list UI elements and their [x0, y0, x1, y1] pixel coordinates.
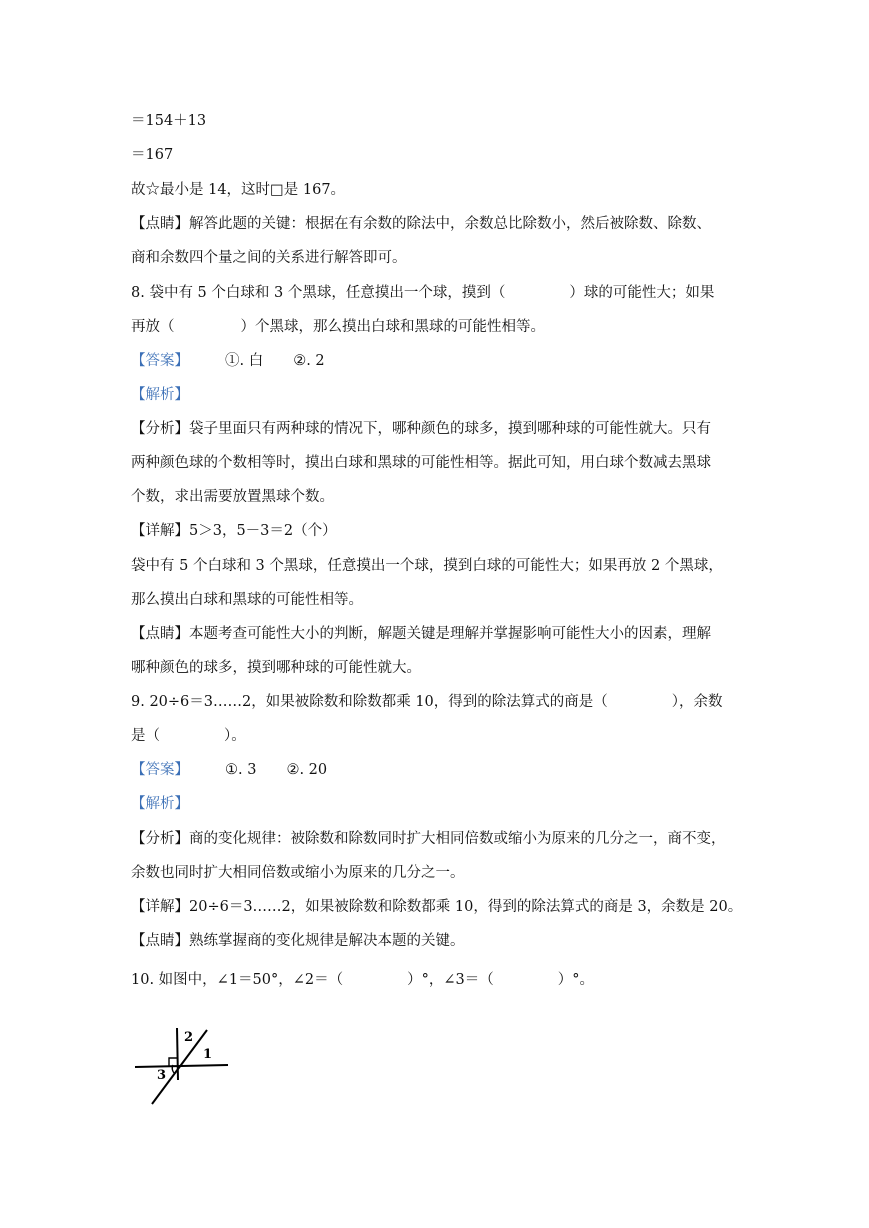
dianjing-line: 商和余数四个量之间的关系进行解答即可。	[131, 250, 407, 266]
xiangjie-line: 【详解】20÷6＝3……2，如果被除数和除数都乘 10，得到的除法算式的商是 3，余数是 20。	[131, 899, 743, 915]
question-8-line-1	[131, 283, 741, 303]
answer-line	[131, 351, 741, 371]
fenxi-line: 余数也同时扩大相同倍数或缩小为原来的几分之一。	[131, 865, 465, 881]
question-10-line	[131, 970, 741, 990]
fenxi-line: 个数，求出需要放置黑球个数。	[131, 489, 334, 505]
dianjing-line: 【点睛】解答此题的关键：根据在有余数的除法中，余数总比除数小，然后被除数、除数、	[131, 216, 711, 232]
equation-line: ＝154＋13	[131, 113, 207, 129]
fenxi-line: 【分析】袋子里面只有两种球的情况下，哪种颜色的球多，摸到哪种球的可能性就大。只有	[131, 421, 711, 437]
fenxi-line: 【分析】商的变化规律：被除数和除数同时扩大相同倍数或缩小为原来的几分之一，商不变，	[131, 831, 726, 847]
dianjing-line: 【点睛】本题考查可能性大小的判断，解题关键是理解并掌握影响可能性大小的因素，理解	[131, 626, 711, 642]
fenxi-line: 两种颜色球的个数相等时，摸出白球和黑球的可能性相等。据此可知，用白球个数减去黑球	[131, 455, 711, 471]
question-text: ）个黑球，那么摸出白球和黑球的可能性相等。	[240, 319, 545, 335]
answer-tag: 【答案】	[131, 762, 189, 778]
xiangjie-line: 【详解】5＞3，5－3＝2（个）	[131, 523, 337, 539]
analysis-tag: 【解析】	[131, 796, 189, 812]
angle-2-label: 2	[184, 1030, 194, 1045]
angle-diagram	[131, 1022, 231, 1106]
question-8-line-2	[131, 317, 741, 337]
question-text: ）。	[224, 728, 246, 744]
analysis-tag: 【解析】	[131, 387, 189, 403]
question-text: ）°。	[557, 972, 594, 988]
question-text: ）球的可能性大；如果	[569, 285, 715, 301]
question-text: 再放（	[131, 319, 175, 335]
dianjing-line: 哪种颜色的球多，摸到哪种球的可能性就大。	[131, 660, 421, 676]
answer-tag: 【答案】	[131, 353, 189, 369]
question-text: 10. 如图中，∠1＝50°，∠2＝（	[131, 972, 344, 988]
dianjing-line: 【点睛】熟练掌握商的变化规律是解决本题的关键。	[131, 933, 465, 949]
question-9-line-1	[131, 692, 741, 712]
answer-value: ②. 20	[286, 762, 328, 778]
angle-figure	[131, 1022, 231, 1106]
xiangjie-line: 袋中有 5 个白球和 3 个黑球，任意摸出一个球，摸到白球的可能性大；如果再放 2 个黑球，	[131, 558, 723, 574]
answer-value: ①. 白	[225, 353, 264, 369]
answer-value: ②. 2	[293, 353, 325, 369]
question-text: ），余数	[671, 694, 723, 710]
conclusion-line: 故☆最小是 14，这时□是 167。	[131, 182, 346, 198]
answer-value: ①. 3	[225, 762, 257, 778]
question-9-line-2	[131, 726, 741, 746]
angle-3-label: 3	[157, 1068, 167, 1083]
vertical-line	[177, 1028, 178, 1080]
question-text: 8. 袋中有 5 个白球和 3 个黑球，任意摸出一个球，摸到（	[131, 285, 506, 301]
question-text: ）°，∠3＝（	[407, 972, 494, 988]
question-text: 是（	[131, 728, 160, 744]
question-text: 9. 20÷6＝3……2，如果被除数和除数都乘 10，得到的除法算式的商是（	[131, 694, 608, 710]
equation-line: ＝167	[131, 147, 174, 163]
angle-1-label: 1	[203, 1047, 213, 1062]
xiangjie-line: 那么摸出白球和黑球的可能性相等。	[131, 592, 363, 608]
answer-line	[131, 760, 741, 780]
right-angle-mark	[169, 1058, 177, 1066]
